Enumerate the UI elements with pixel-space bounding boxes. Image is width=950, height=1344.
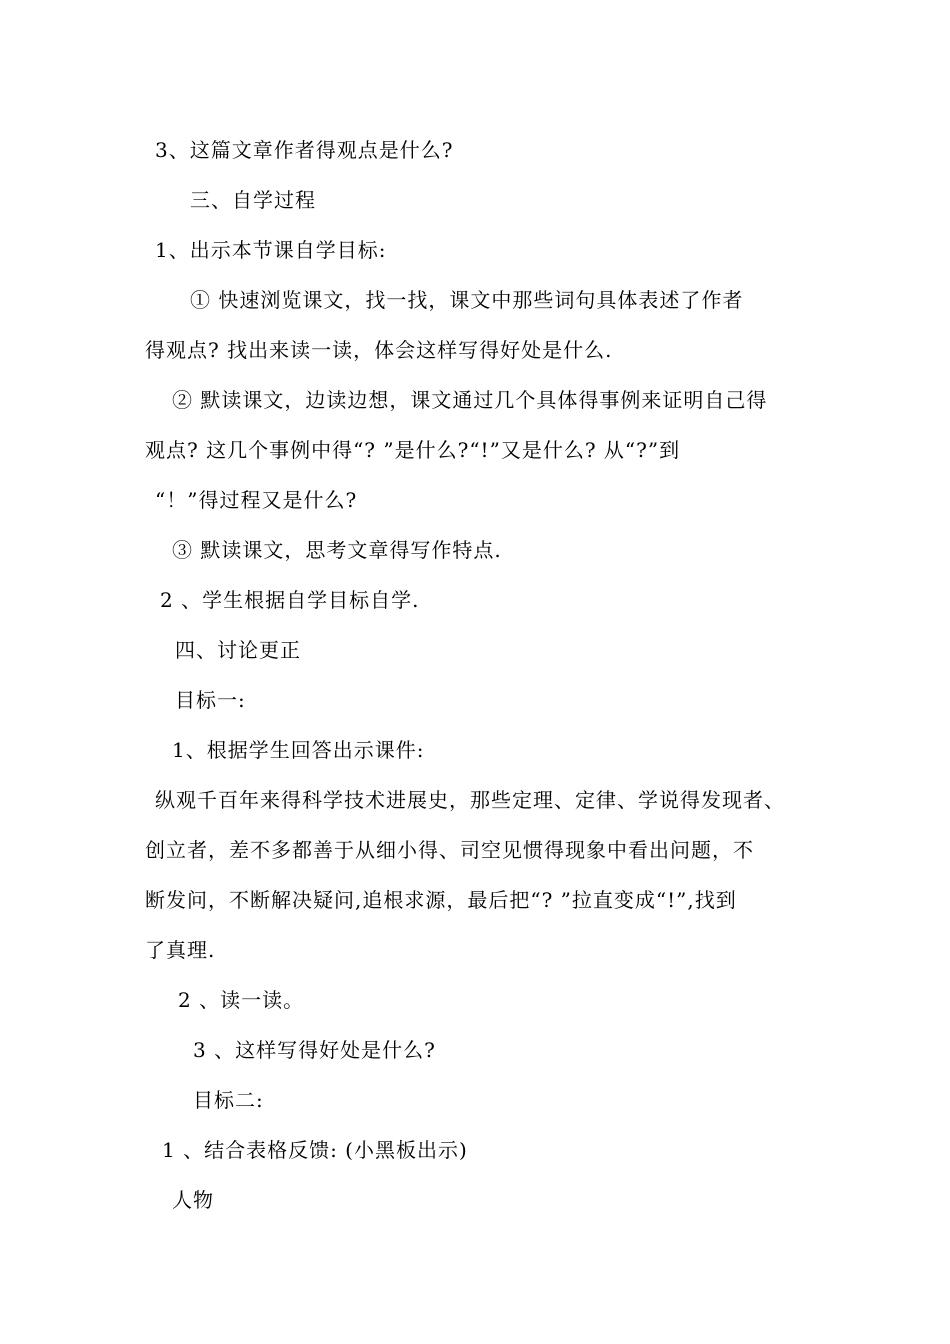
courseware-line-3: 断发问，不断解决疑问,追根求源，最后把“? ”拉直变成“!”,找到 <box>145 888 737 912</box>
step-2: 2 、学生根据自学目标自学. <box>160 588 420 612</box>
courseware-line-2: 创立者，差不多都善于从细小得、司空见惯得现象中看出问题，不 <box>145 838 754 862</box>
courseware-line-4: 了真理. <box>145 938 216 962</box>
target-one-step-3: 3 、这样写得好处是什么? <box>193 1038 436 1062</box>
goal-2-line-2: 观点? 这几个事例中得“? ”是什么?“!”又是什么? 从“?”到 <box>145 438 681 462</box>
target-two-step-1: 1 、结合表格反馈: (小黑板出示) <box>162 1138 468 1162</box>
goal-2-line-1: ② 默读课文，边读边想，课文通过几个具体得事例来证明自己得 <box>172 388 768 412</box>
target-one-step-2: 2 、读一读。 <box>178 988 305 1012</box>
goal-3: ③ 默读课文，思考文章得写作特点. <box>172 538 502 562</box>
target-one-step-1: 1、根据学生回答出示课件: <box>172 738 425 762</box>
goal-1-line-2: 得观点? 找出来读一读，体会这样写得好处是什么. <box>145 338 613 362</box>
courseware-line-1: 纵观千百年来得科学技术进展史，那些定理、定律、学说得发现者、 <box>155 788 785 812</box>
target-two-heading: 目标二: <box>193 1088 264 1112</box>
step-1: 1、出示本节课自学目标: <box>155 238 387 262</box>
question-3: 3、这篇文章作者得观点是什么? <box>155 138 454 162</box>
section-heading-4: 四、讨论更正 <box>175 638 301 662</box>
target-one-heading: 目标一: <box>175 688 246 712</box>
goal-2-line-3: “！”得过程又是什么? <box>155 488 358 512</box>
goal-1-line-1: ① 快速浏览课文，找一找，课文中那些词句具体表述了作者 <box>190 288 744 312</box>
table-header-person: 人物 <box>172 1188 214 1212</box>
section-heading-3: 三、自学过程 <box>190 188 316 212</box>
